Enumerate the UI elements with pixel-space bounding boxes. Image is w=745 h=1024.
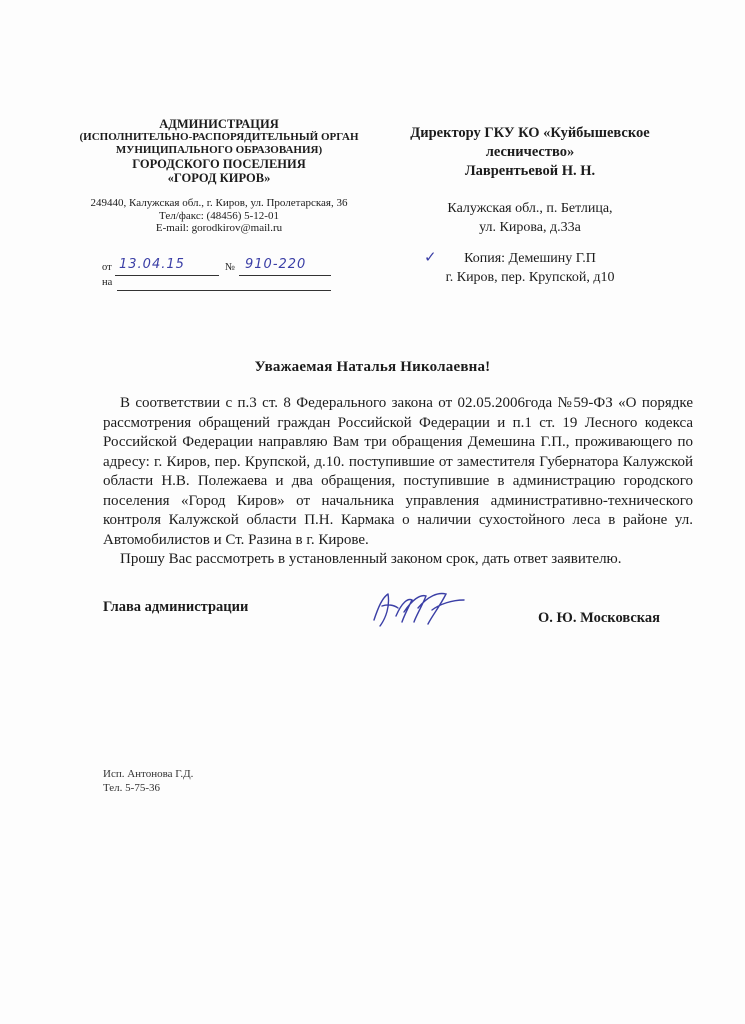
registration-reply-row xyxy=(102,273,342,290)
executor-phone: Тел. 5-75-36 xyxy=(103,781,160,794)
copy-recipient: Копия: Демешину Г.П xyxy=(464,251,596,266)
greeting: Уважаемая Наталья Николаевна! xyxy=(254,359,491,375)
executor-block xyxy=(103,768,193,795)
body-paragraph-request: Прошу Вас рассмотреть в установленный законом срок, дать ответ заявителю. xyxy=(120,551,622,567)
sender-org-title: АДМИНИСТРАЦИЯ xyxy=(159,117,279,131)
signatory-name: О. Ю. Московская xyxy=(538,610,661,626)
sender-email: gorodkirov@mail.ru xyxy=(191,222,283,234)
sender-org-subtitle-1: (ИСПОЛНИТЕЛЬНО-РАСПОРЯДИТЕЛЬНЫЙ ОРГАН xyxy=(79,131,359,143)
reg-from-label: от xyxy=(102,262,112,273)
letter-body xyxy=(103,394,693,570)
copy-address: г. Киров, пер. Крупской, д10 xyxy=(445,270,615,285)
sender-org-subtitle-2: МУНИЦИПАЛЬНОГО ОБРАЗОВАНИЯ) xyxy=(115,144,323,156)
recipient-name: Лаврентьевой Н. Н. xyxy=(464,163,596,179)
sender-header xyxy=(64,117,374,235)
registration-block xyxy=(102,256,342,290)
sender-phone: Тел/факс: (48456) 5-12-01 xyxy=(159,209,279,222)
sender-contacts xyxy=(64,197,374,235)
sender-email-row xyxy=(64,222,374,235)
reg-on-line xyxy=(117,290,331,291)
sender-org-city: «ГОРОД КИРОВ» xyxy=(167,171,271,185)
handwritten-signature xyxy=(368,586,468,630)
body-paragraph-main: В соответствии с п.3 ст. 8 Федерального закона от 02.05.2006года №59-ФЗ «О порядке рассмотрения обращений граждан Российской Федерации и п.1 ст. 19 Лесного кодекса Российской Федерации направляю Вам три обращения Демешина Г.П., проживающего по адресу: г. Киров, пер. Крупской, д.10. поступившие от заместителя Губернатора Калужской области Н.В. Полежаева и два обращения, поступившие в администрацию городского поселения «Город Киров» от начальника управления административно-технического контроля Калужской области П.Н. Кармака о наличии сухостойного леса в районе ул. Автомобилистов и Ст. Разина в г. Кирове. xyxy=(103,395,693,548)
reg-number-label: № xyxy=(225,262,236,273)
reg-on-label: на xyxy=(102,277,113,288)
executor-name: Исп. Антонова Г.Д. xyxy=(103,768,194,780)
reg-number-handwritten: 910-220 xyxy=(245,257,307,272)
checkmark-icon: ✓ xyxy=(424,248,437,266)
signatory-position: Глава администрации xyxy=(103,599,249,615)
sender-address: 249440, Калужская обл., г. Киров, ул. Пролетарская, 36 xyxy=(90,197,348,209)
sender-email-label: E-mail: xyxy=(155,222,189,234)
registration-outgoing-row xyxy=(102,256,342,273)
recipient-address-2: ул. Кирова, д.33а xyxy=(479,220,581,235)
recipient-block xyxy=(380,124,680,287)
sender-org-settlement: ГОРОДСКОГО ПОСЕЛЕНИЯ xyxy=(132,157,306,171)
recipient-line-1: Директору ГКУ КО «Куйбышевское xyxy=(410,125,650,141)
recipient-line-2: лесничество» xyxy=(485,144,575,160)
recipient-address-1: Калужская обл., п. Бетлица, xyxy=(447,201,613,216)
reg-date-handwritten: 13.04.15 xyxy=(119,257,185,272)
copy-line xyxy=(380,249,680,268)
